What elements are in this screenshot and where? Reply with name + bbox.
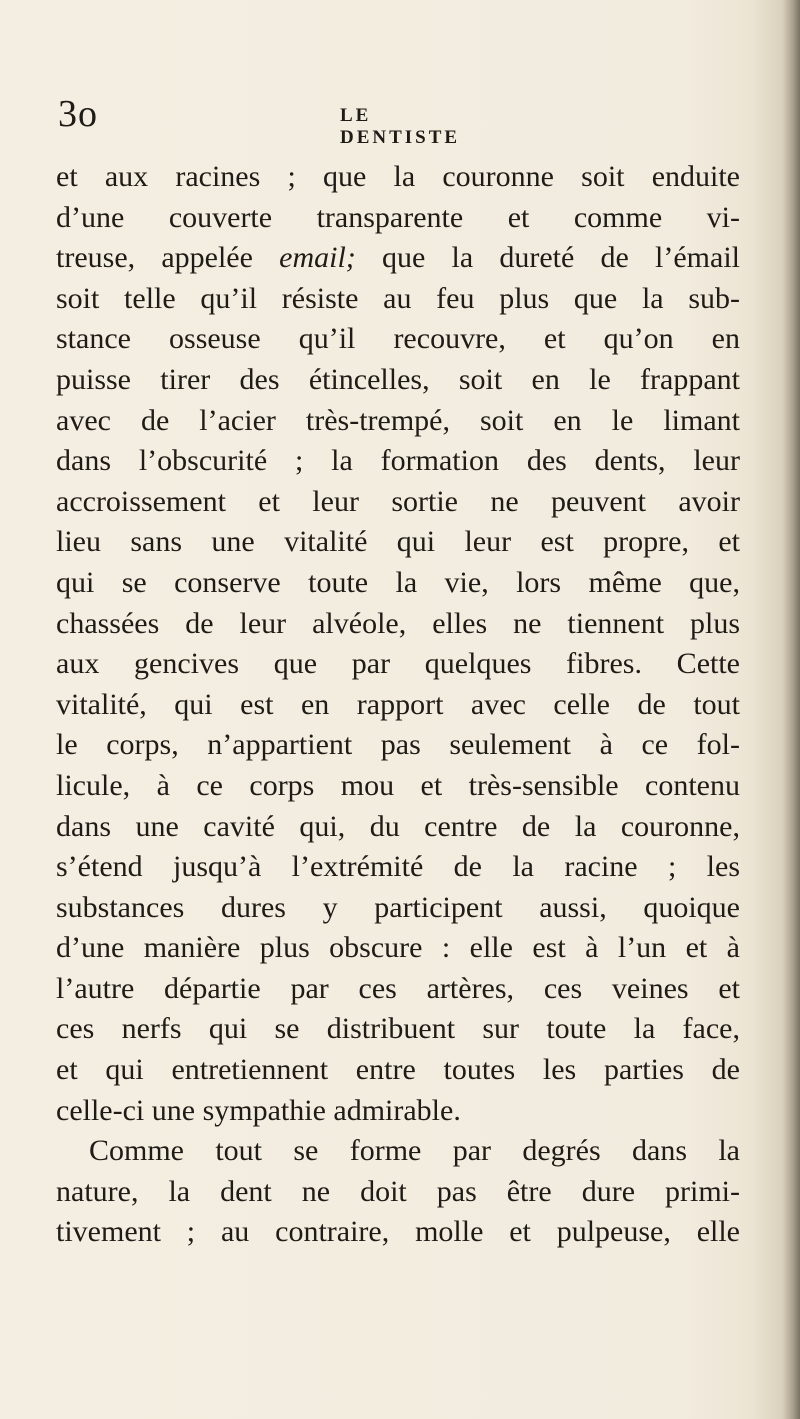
text-line: puisse tirer des étincelles, soit en le frappant — [56, 362, 740, 396]
text-line: chassées de leur alvéole, elles ne tiennent plus — [56, 606, 740, 640]
text-line: dans l’obscurité ; la formation des dents, leur — [56, 444, 740, 478]
page-header — [58, 92, 478, 148]
running-title: LE DENTISTE — [340, 105, 461, 148]
text-line: d’une couverte transparente et comme vi- — [56, 200, 740, 234]
text-line: licule, à ce corps mou et très-sensible contenu — [56, 768, 740, 802]
text-line: et aux racines ; que la couronne soit enduite — [56, 160, 740, 193]
text-line: stance osseuse qu’il recouvre, et qu’on en — [56, 322, 740, 356]
text-segment: treuse, appelée — [56, 241, 253, 275]
text-line: qui se conserve toute la vie, lors même que, — [56, 565, 740, 599]
paragraph-end-line: celle-ci une sympathie admirable. — [56, 1093, 461, 1127]
text-line: lieu sans une vitalité qui leur est propre, et — [56, 525, 740, 559]
text-line: nature, la dent ne doit pas être dure primi- — [56, 1174, 740, 1208]
text-line: dans une cavité qui, du centre de la couronne, — [56, 809, 740, 843]
text-line: accroissement et leur sortie ne peuvent avoir — [56, 484, 740, 518]
text-line: ces nerfs qui se distribuent sur toute la face, — [56, 1012, 740, 1046]
paragraph-start-line: Comme tout se forme par degrés dans la — [89, 1134, 740, 1168]
text-line: tivement ; au contraire, molle et pulpeuse, elle — [56, 1215, 740, 1249]
page-edge-shadow — [782, 0, 800, 1419]
text-line: avec de l’acier très-trempé, soit en le limant — [56, 403, 740, 437]
text-segment: que la dureté de l’émail — [381, 241, 740, 275]
text-line-with-italic — [56, 238, 740, 279]
page-number: 3o — [58, 93, 98, 135]
text-line: d’une manière plus obscure : elle est à l’un et à — [56, 931, 740, 965]
text-line: s’étend jusqu’à l’extrémité de la racine ; les — [56, 850, 740, 884]
text-line: l’autre départie par ces artères, ces veines et — [56, 971, 740, 1005]
text-line: soit telle qu’il résiste au feu plus que la sub- — [56, 281, 740, 315]
text-line: aux gencives que par quelques fibres. Cette — [56, 647, 740, 681]
text-line: le corps, n’appartient pas seulement à ce fol- — [56, 728, 740, 762]
text-line: substances dures y participent aussi, quoique — [56, 890, 740, 924]
italic-term: email; — [279, 241, 356, 275]
body-text — [56, 157, 740, 1253]
text-line: vitalité, qui est en rapport avec celle de tout — [56, 687, 740, 721]
text-line: et qui entretiennent entre toutes les parties de — [56, 1053, 740, 1087]
